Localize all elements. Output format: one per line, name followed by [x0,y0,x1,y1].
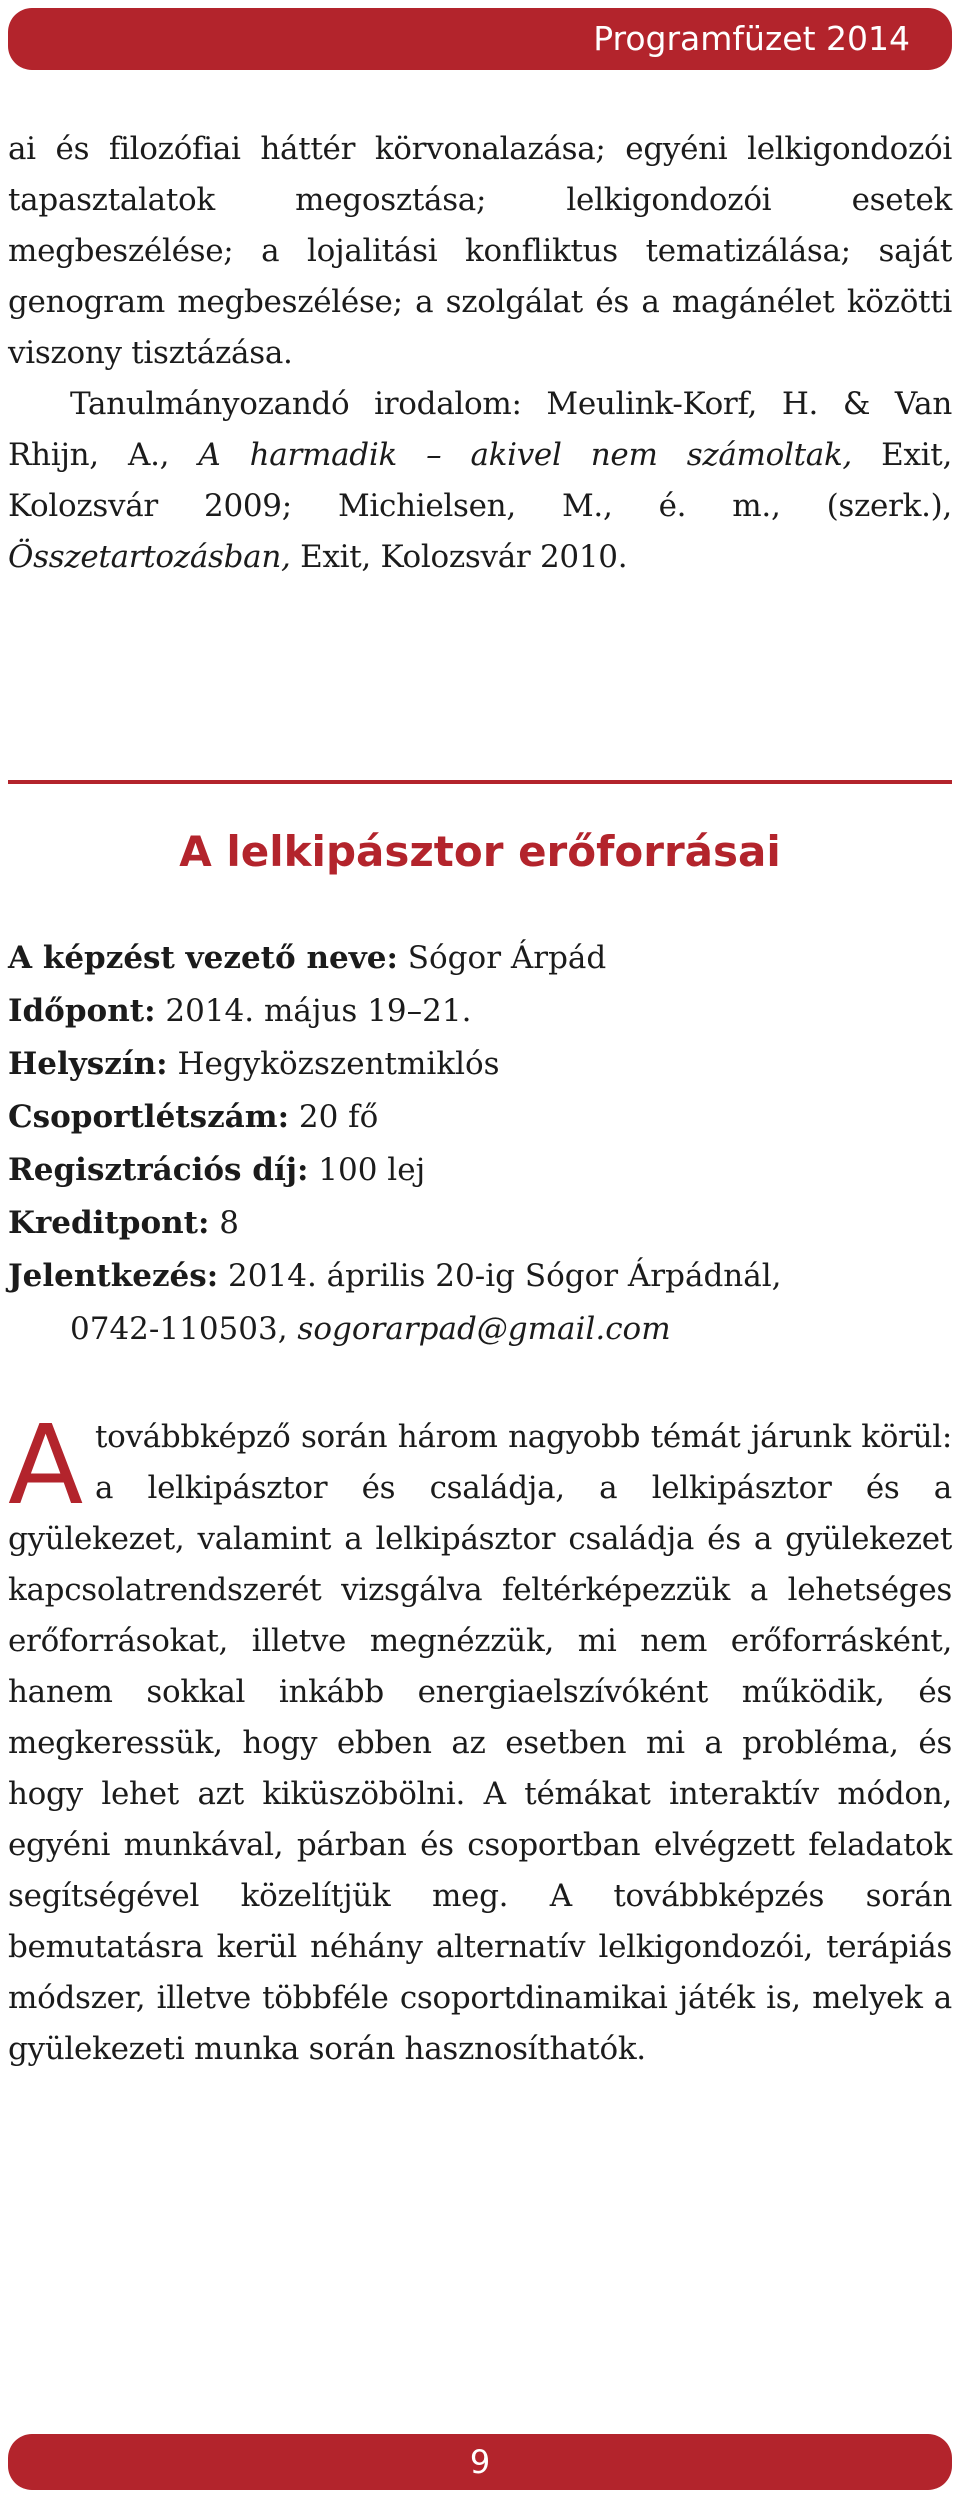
detail-group-size [8,1091,952,1144]
date-value: 2014. május 19–21. [165,993,472,1029]
detail-place [8,1038,952,1091]
header-band [8,8,952,70]
credit-label: Kreditpont: [8,1205,210,1241]
contact-phone: 0742-110503, [70,1311,288,1347]
page-number: 9 [469,2443,491,2481]
literature-title-1: A harmadik – akivel nem számoltak, [198,437,852,473]
body-text: továbbképző során három nagyobb témát járunk körül: a lelkipásztor és családja, a lelkipásztor és a gyülekezet, valamint a lelkipásztor családja és a gyülekezet kapcsolatrendszerét vizsgálva feltérképezzük a lehetséges erőforrásokat, illetve megnézzük, mi nem erőforrásként, hanem sokkal inkább energiaelszívóként működik, és megkeressük, hogy ebben az esetben mi a probléma, és hogy lehet azt kiküszöbölni. A témákat interaktív módon, egyéni munkával, párban és csoportban elvégzett feladatok segítségével közelítjük meg. A továbbképzés során bemutatásra kerül néhány alternatív lelkigondozói, terápiás módszer, illetve többféle csoportdinamikai játék is, melyek a gyülekezeti munka során hasznosíthatók. [8,1419,952,2067]
literature-label: Tanulmányozandó irodalom: [70,386,522,422]
place-value: Hegyközszentmiklós [177,1046,500,1082]
fee-label: Regisztrációs díj: [8,1152,309,1188]
header-title: Programfüzet 2014 [593,19,910,58]
literature-rest-1: Exit, Kolozsvár 2009; Michielsen, M., é. m., (szerk.), [8,437,953,524]
literature-author-1: Meulink-Korf, H. & Van Rhijn, A., [8,386,953,473]
literature-title-2: Összetartozásban, [8,539,291,575]
literature-rest-2: Exit, Kolozsvár 2010. [300,539,628,575]
course-details [8,932,952,1356]
section-title: A lelkipásztor erőforrásai [179,827,781,876]
drop-cap: A [8,1401,83,1529]
apply-label: Jelentkezés: [8,1258,219,1294]
detail-date [8,985,952,1038]
section-divider [8,780,952,784]
fee-value: 100 lej [318,1152,426,1188]
detail-credit [8,1197,952,1250]
intro-text: ai és filozófiai háttér körvonalazása; egyéni lelkigondozói tapasztalatok megosztása; lelkigondozói esetek megbeszélése; a lojalitási konfliktus tematizálása; saját genogram megbeszélése; a szolgálat és a magánélet közötti viszony tisztázása. [8,131,952,371]
intro-paragraph [8,124,952,583]
apply-value: 2014. április 20-ig Sógor Árpádnál, [228,1258,782,1294]
detail-apply [8,1250,952,1303]
footer-band [8,2434,952,2490]
date-label: Időpont: [8,993,156,1029]
place-label: Helyszín: [8,1046,168,1082]
contact-email: sogorarpad@gmail.com [297,1311,671,1347]
leader-value: Sógor Árpád [407,940,607,976]
body-paragraph [8,1401,952,2075]
leader-label: A képzést vezető neve: [8,940,398,976]
group-size-label: Csoportlétszám: [8,1099,290,1135]
detail-contact [8,1303,952,1356]
detail-leader [8,932,952,985]
group-size-value: 20 fő [298,1099,379,1135]
credit-value: 8 [219,1205,240,1241]
detail-fee [8,1144,952,1197]
